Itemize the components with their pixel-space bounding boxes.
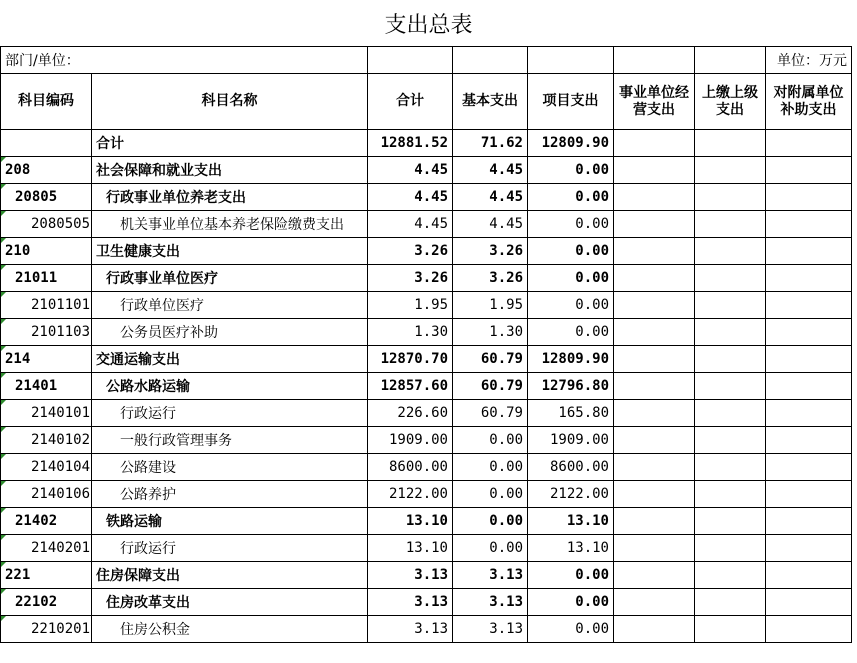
cell-project: 0.00 bbox=[528, 616, 614, 643]
cell-subsidy bbox=[766, 481, 852, 508]
cell-code: 214 bbox=[1, 346, 92, 373]
cell-basic: 3.13 bbox=[453, 616, 528, 643]
cell-business bbox=[614, 157, 695, 184]
cell-project: 2122.00 bbox=[528, 481, 614, 508]
cell-total: 13.10 bbox=[368, 535, 453, 562]
cell-business bbox=[614, 211, 695, 238]
cell-remit bbox=[695, 373, 766, 400]
cell-business bbox=[614, 481, 695, 508]
cell-code: 210 bbox=[1, 238, 92, 265]
cell-business bbox=[614, 616, 695, 643]
cell-code: 221 bbox=[1, 562, 92, 589]
cell-name: 公务员医疗补助 bbox=[92, 319, 368, 346]
cell-total: 3.26 bbox=[368, 265, 453, 292]
cell-basic: 3.13 bbox=[453, 589, 528, 616]
cell-subsidy bbox=[766, 616, 852, 643]
cell-total: 13.10 bbox=[368, 508, 453, 535]
table-row bbox=[1, 238, 852, 265]
cell-project: 12809.90 bbox=[528, 346, 614, 373]
cell-basic: 4.45 bbox=[453, 184, 528, 211]
table-row bbox=[1, 589, 852, 616]
cell-project: 12796.80 bbox=[528, 373, 614, 400]
table-row bbox=[1, 157, 852, 184]
cell-remit bbox=[695, 481, 766, 508]
cell-basic: 3.26 bbox=[453, 238, 528, 265]
page-title: 支出总表 bbox=[384, 12, 473, 38]
cell-name: 行政事业单位养老支出 bbox=[92, 184, 368, 211]
cell-total: 3.13 bbox=[368, 616, 453, 643]
cell-name: 铁路运输 bbox=[92, 508, 368, 535]
cell-subsidy bbox=[766, 130, 852, 157]
cell-project: 0.00 bbox=[528, 562, 614, 589]
cell-total: 12881.52 bbox=[368, 130, 453, 157]
cell-name: 行政运行 bbox=[92, 535, 368, 562]
cell-business bbox=[614, 454, 695, 481]
cell-remit bbox=[695, 157, 766, 184]
unit-label: 单位：万元 bbox=[766, 47, 852, 74]
cell-basic: 0.00 bbox=[453, 535, 528, 562]
cell-project: 165.80 bbox=[528, 400, 614, 427]
cell-basic: 4.45 bbox=[453, 157, 528, 184]
cell-project: 8600.00 bbox=[528, 454, 614, 481]
cell-total: 4.45 bbox=[368, 157, 453, 184]
cell-basic: 60.79 bbox=[453, 373, 528, 400]
cell-code: 21402 bbox=[1, 508, 92, 535]
cell-project: 0.00 bbox=[528, 319, 614, 346]
cell-business bbox=[614, 319, 695, 346]
cell-basic: 3.26 bbox=[453, 265, 528, 292]
cell-business bbox=[614, 562, 695, 589]
header-business: 事业单位经营支出 bbox=[614, 74, 695, 130]
cell-remit bbox=[695, 238, 766, 265]
cell-code: 2140101 bbox=[1, 400, 92, 427]
cell-basic: 1.95 bbox=[453, 292, 528, 319]
cell-basic: 3.13 bbox=[453, 562, 528, 589]
table-row bbox=[1, 130, 852, 157]
cell-total: 3.13 bbox=[368, 562, 453, 589]
info-row bbox=[1, 47, 852, 74]
cell-name: 交通运输支出 bbox=[92, 346, 368, 373]
cell-subsidy bbox=[766, 562, 852, 589]
table-row bbox=[1, 373, 852, 400]
cell-project: 1909.00 bbox=[528, 427, 614, 454]
cell-code: 20805 bbox=[1, 184, 92, 211]
cell-remit bbox=[695, 319, 766, 346]
cell-basic: 60.79 bbox=[453, 346, 528, 373]
cell-project: 0.00 bbox=[528, 211, 614, 238]
cell-business bbox=[614, 292, 695, 319]
cell-business bbox=[614, 238, 695, 265]
cell-business bbox=[614, 130, 695, 157]
cell-name: 住房改革支出 bbox=[92, 589, 368, 616]
cell-subsidy bbox=[766, 292, 852, 319]
cell-subsidy bbox=[766, 454, 852, 481]
cell-business bbox=[614, 589, 695, 616]
cell-code: 2140104 bbox=[1, 454, 92, 481]
cell-total: 12870.70 bbox=[368, 346, 453, 373]
cell-business bbox=[614, 184, 695, 211]
cell-business bbox=[614, 400, 695, 427]
cell-name: 住房公积金 bbox=[92, 616, 368, 643]
cell-business bbox=[614, 265, 695, 292]
table-row bbox=[1, 292, 852, 319]
cell-remit bbox=[695, 616, 766, 643]
cell-code: 22102 bbox=[1, 589, 92, 616]
cell-name: 公路水路运输 bbox=[92, 373, 368, 400]
cell-total: 226.60 bbox=[368, 400, 453, 427]
cell-basic: 0.00 bbox=[453, 454, 528, 481]
cell-business bbox=[614, 346, 695, 373]
cell-basic: 0.00 bbox=[453, 427, 528, 454]
cell-code bbox=[1, 130, 92, 157]
cell-remit bbox=[695, 292, 766, 319]
cell-remit bbox=[695, 265, 766, 292]
cell-code: 2140102 bbox=[1, 427, 92, 454]
cell-name: 机关事业单位基本养老保险缴费支出 bbox=[92, 211, 368, 238]
cell-total: 3.26 bbox=[368, 238, 453, 265]
cell-basic: 4.45 bbox=[453, 211, 528, 238]
cell-name: 社会保障和就业支出 bbox=[92, 157, 368, 184]
table-row bbox=[1, 508, 852, 535]
table-row bbox=[1, 454, 852, 481]
info-cell bbox=[695, 47, 766, 74]
header-code: 科目编码 bbox=[1, 74, 92, 130]
cell-code: 2101103 bbox=[1, 319, 92, 346]
table-row bbox=[1, 562, 852, 589]
cell-code: 21401 bbox=[1, 373, 92, 400]
header-project: 项目支出 bbox=[528, 74, 614, 130]
cell-code: 2140201 bbox=[1, 535, 92, 562]
cell-code: 2101101 bbox=[1, 292, 92, 319]
cell-name: 公路养护 bbox=[92, 481, 368, 508]
cell-code: 2080505 bbox=[1, 211, 92, 238]
table-row bbox=[1, 427, 852, 454]
cell-project: 13.10 bbox=[528, 508, 614, 535]
cell-remit bbox=[695, 508, 766, 535]
cell-total: 2122.00 bbox=[368, 481, 453, 508]
header-name: 科目名称 bbox=[92, 74, 368, 130]
info-cell bbox=[368, 47, 453, 74]
cell-subsidy bbox=[766, 157, 852, 184]
header-total: 合计 bbox=[368, 74, 453, 130]
cell-basic: 0.00 bbox=[453, 481, 528, 508]
cell-project: 12809.90 bbox=[528, 130, 614, 157]
header-row bbox=[1, 74, 852, 130]
dept-label: 部门/单位： bbox=[1, 47, 368, 74]
table-row bbox=[1, 400, 852, 427]
cell-remit bbox=[695, 346, 766, 373]
cell-code: 2140106 bbox=[1, 481, 92, 508]
cell-subsidy bbox=[766, 319, 852, 346]
cell-subsidy bbox=[766, 184, 852, 211]
cell-basic: 60.79 bbox=[453, 400, 528, 427]
cell-remit bbox=[695, 211, 766, 238]
cell-code: 2210201 bbox=[1, 616, 92, 643]
cell-remit bbox=[695, 130, 766, 157]
table-row bbox=[1, 211, 852, 238]
cell-total: 12857.60 bbox=[368, 373, 453, 400]
cell-remit bbox=[695, 454, 766, 481]
info-cell bbox=[453, 47, 528, 74]
table-row bbox=[1, 535, 852, 562]
cell-name: 卫生健康支出 bbox=[92, 238, 368, 265]
cell-basic: 0.00 bbox=[453, 508, 528, 535]
cell-remit bbox=[695, 535, 766, 562]
cell-project: 0.00 bbox=[528, 589, 614, 616]
cell-remit bbox=[695, 427, 766, 454]
table-row bbox=[1, 616, 852, 643]
table-row bbox=[1, 346, 852, 373]
cell-subsidy bbox=[766, 508, 852, 535]
cell-subsidy bbox=[766, 400, 852, 427]
cell-total: 1.95 bbox=[368, 292, 453, 319]
cell-name: 合计 bbox=[92, 130, 368, 157]
cell-business bbox=[614, 373, 695, 400]
header-subsidy: 对附属单位补助支出 bbox=[766, 74, 852, 130]
cell-code: 208 bbox=[1, 157, 92, 184]
cell-total: 3.13 bbox=[368, 589, 453, 616]
cell-remit bbox=[695, 562, 766, 589]
cell-basic: 1.30 bbox=[453, 319, 528, 346]
cell-name: 行政运行 bbox=[92, 400, 368, 427]
cell-project: 0.00 bbox=[528, 184, 614, 211]
cell-code: 21011 bbox=[1, 265, 92, 292]
cell-name: 行政事业单位医疗 bbox=[92, 265, 368, 292]
table-row bbox=[1, 481, 852, 508]
cell-project: 0.00 bbox=[528, 157, 614, 184]
cell-basic: 71.62 bbox=[453, 130, 528, 157]
cell-subsidy bbox=[766, 535, 852, 562]
cell-project: 13.10 bbox=[528, 535, 614, 562]
expenditure-table bbox=[0, 46, 852, 643]
cell-subsidy bbox=[766, 373, 852, 400]
cell-subsidy bbox=[766, 265, 852, 292]
info-cell bbox=[528, 47, 614, 74]
cell-project: 0.00 bbox=[528, 238, 614, 265]
cell-business bbox=[614, 535, 695, 562]
cell-subsidy bbox=[766, 589, 852, 616]
cell-name: 住房保障支出 bbox=[92, 562, 368, 589]
cell-remit bbox=[695, 184, 766, 211]
header-remit: 上缴上级支出 bbox=[695, 74, 766, 130]
cell-total: 4.45 bbox=[368, 211, 453, 238]
cell-business bbox=[614, 508, 695, 535]
table-row bbox=[1, 184, 852, 211]
cell-remit bbox=[695, 400, 766, 427]
cell-total: 4.45 bbox=[368, 184, 453, 211]
cell-remit bbox=[695, 589, 766, 616]
table-row bbox=[1, 319, 852, 346]
cell-name: 行政单位医疗 bbox=[92, 292, 368, 319]
cell-name: 一般行政管理事务 bbox=[92, 427, 368, 454]
info-cell bbox=[614, 47, 695, 74]
cell-subsidy bbox=[766, 238, 852, 265]
cell-total: 1.30 bbox=[368, 319, 453, 346]
cell-total: 1909.00 bbox=[368, 427, 453, 454]
cell-business bbox=[614, 427, 695, 454]
cell-subsidy bbox=[766, 346, 852, 373]
cell-subsidy bbox=[766, 211, 852, 238]
table-row bbox=[1, 265, 852, 292]
cell-name: 公路建设 bbox=[92, 454, 368, 481]
cell-total: 8600.00 bbox=[368, 454, 453, 481]
header-basic: 基本支出 bbox=[453, 74, 528, 130]
cell-project: 0.00 bbox=[528, 292, 614, 319]
cell-subsidy bbox=[766, 427, 852, 454]
cell-project: 0.00 bbox=[528, 265, 614, 292]
